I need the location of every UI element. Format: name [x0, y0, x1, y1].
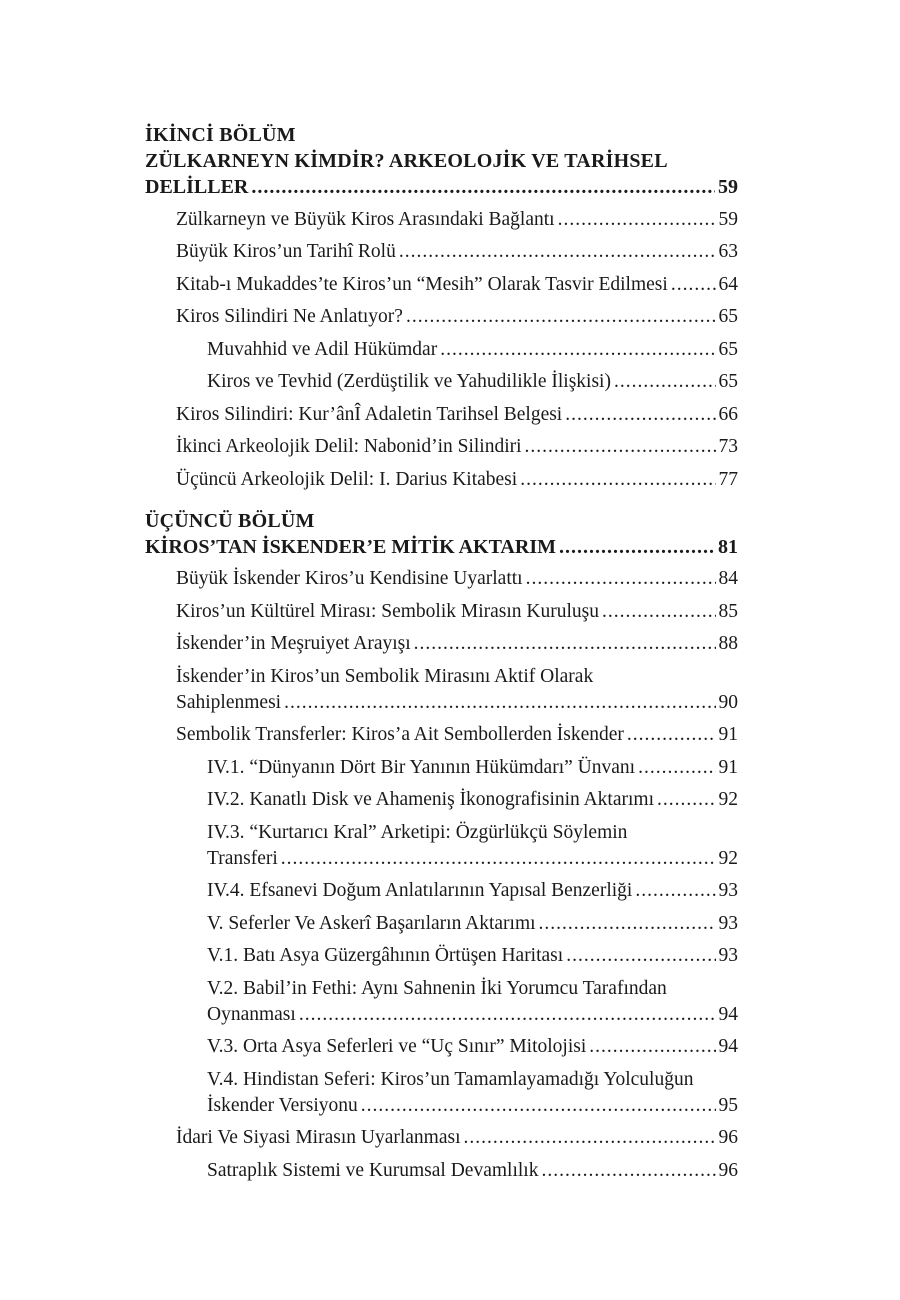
entry-title: Büyük İskender Kiros’u Kendisine Uyarlattı [176, 568, 523, 589]
leader-dots [589, 1034, 715, 1060]
toc-section [145, 122, 738, 493]
toc-subentry[interactable] [145, 1002, 738, 1028]
entry-title: Oynanması [207, 1003, 296, 1025]
toc-entry[interactable] [145, 402, 738, 428]
page-number: 94 [718, 1003, 738, 1025]
toc-entry[interactable] [145, 566, 738, 592]
page-number: 65 [718, 338, 738, 360]
leader-dots [541, 1158, 715, 1184]
toc-entry[interactable] [145, 304, 738, 330]
entry-title: Sahiplenmesi [176, 691, 282, 713]
toc-subentry[interactable] [145, 911, 738, 937]
leader-dots [406, 304, 716, 330]
leader-dots [657, 787, 716, 813]
entry-title: Zülkarneyn ve Büyük Kiros Arasındaki Bağlantı [176, 208, 555, 230]
leader-dots [565, 402, 715, 428]
page-number: 92 [718, 789, 738, 810]
page-number: 93 [718, 880, 738, 901]
page-number: 96 [718, 1159, 738, 1181]
entry-title: Kitab-ı Mukaddes’te Kiros’un “Mesih” Olarak Tasvir Edilmesi [176, 273, 668, 295]
leader-dots [440, 337, 715, 363]
entry-title: Transferi [207, 847, 278, 869]
page-number: 77 [718, 468, 738, 490]
toc-subentry[interactable] [145, 943, 738, 969]
toc-subentry[interactable] [145, 1034, 738, 1060]
toc-entry-first-line[interactable]: İskender’in Kiros’un Sembolik Mirasını Aktif Olarak [176, 665, 594, 687]
page-number: 95 [718, 1094, 738, 1116]
leader-dots [525, 434, 716, 460]
leader-dots [284, 690, 715, 716]
leader-dots [281, 846, 716, 872]
section-title-entry[interactable] [145, 174, 738, 200]
entry-title: Üçüncü Arkeolojik Delil: I. Darius Kitabesi [176, 468, 518, 490]
leader-dots [539, 911, 716, 937]
toc-section [145, 508, 738, 1184]
leader-dots [614, 369, 716, 395]
section-heading-line: ZÜLKARNEYN KİMDİR? ARKEOLOJİK VE TARİHSEL [145, 150, 668, 172]
entry-title: İskender’in Meşruiyet Arayışı [176, 633, 411, 654]
table-of-contents [145, 122, 738, 1184]
leader-dots [635, 878, 715, 904]
leader-dots [520, 467, 715, 493]
section-heading-line: İKİNCİ BÖLÜM [145, 124, 296, 146]
entry-title: İkinci Arkeolojik Delil: Nabonid’in Silindiri [176, 436, 522, 457]
toc-subentry[interactable] [145, 1093, 738, 1119]
leader-dots [627, 722, 716, 748]
entry-title: Kiros’un Kültürel Mirası: Sembolik Mirasın Kuruluşu [176, 600, 600, 622]
page-number: 96 [718, 1127, 738, 1148]
leader-dots [526, 566, 716, 592]
entry-title: V.3. Orta Asya Seferleri ve “Uç Sınır” Mitolojisi [207, 1036, 587, 1057]
toc-entry[interactable] [145, 690, 738, 716]
toc-entry[interactable] [145, 631, 738, 657]
toc-entry[interactable] [145, 272, 738, 298]
entry-title: Muvahhid ve Adil Hükümdar [207, 338, 438, 360]
leader-dots [558, 207, 716, 233]
section-heading-line: ÜÇÜNCÜ BÖLÜM [145, 509, 315, 532]
page-number: 93 [718, 912, 738, 934]
toc-entry[interactable] [145, 1125, 738, 1151]
leader-dots [299, 1002, 716, 1028]
leader-dots [566, 943, 715, 969]
entry-title: Kiros Silindiri: Kur’ânÎ Adaletin Tarihsel Belgesi [176, 403, 563, 425]
page-number: 66 [718, 403, 738, 425]
entry-title: IV.4. Efsanevi Doğum Anlatılarının Yapısal Benzerliği [207, 880, 633, 901]
section-title-entry[interactable] [145, 534, 738, 560]
page-number: 88 [718, 633, 738, 654]
toc-entry-first-line[interactable]: V.2. Babil’in Fethi: Aynı Sahnenin İki Yorumcu Tarafından [207, 977, 667, 999]
page-number: 64 [718, 273, 738, 295]
section-heading [145, 508, 738, 534]
toc-entry[interactable] [145, 599, 738, 625]
page-number: 92 [718, 847, 738, 869]
entry-title: Büyük Kiros’un Tarihî Rolü [176, 241, 396, 262]
entry-title: V. Seferler Ve Askerî Başarıların Aktarımı [207, 912, 536, 934]
leader-dots [602, 599, 715, 625]
entry-title: İdari Ve Siyasi Mirasın Uyarlanması [176, 1127, 461, 1148]
page-number: 59 [718, 176, 738, 198]
section-gap [145, 493, 738, 508]
leader-dots [251, 174, 715, 200]
page-number: 85 [718, 600, 738, 622]
page-number: 65 [718, 306, 738, 327]
toc-subentry[interactable] [145, 369, 738, 395]
page-number: 90 [718, 691, 738, 713]
page-number: 94 [718, 1036, 738, 1057]
section-title-text: KİROS’TAN İSKENDER’E MİTİK AKTARIM [145, 535, 556, 558]
section-title-text: DELİLLER [145, 176, 249, 198]
leader-dots [414, 631, 716, 657]
leader-dots [638, 755, 715, 781]
toc-subentry[interactable] [145, 337, 738, 363]
page-number: 93 [718, 945, 738, 966]
entry-title: Satraplık Sistemi ve Kurumsal Devamlılık [207, 1159, 539, 1181]
entry-title: IV.2. Kanatlı Disk ve Ahameniş İkonografisinin Aktarımı [207, 789, 654, 810]
page-number: 73 [718, 436, 738, 457]
entry-title: Sembolik Transferler: Kiros’a Ait Sembollerden İskender [176, 724, 624, 745]
toc-entry-first-line[interactable]: IV.3. “Kurtarıcı Kral” Arketipi: Özgürlükçü Söylemin [207, 821, 628, 843]
leader-dots [671, 272, 716, 298]
page-number: 81 [718, 535, 738, 558]
page-number: 84 [718, 568, 738, 589]
entry-title: V.1. Batı Asya Güzergâhının Örtüşen Haritası [207, 945, 564, 966]
toc-subentry[interactable] [145, 846, 738, 872]
entry-title: İskender Versiyonu [207, 1094, 358, 1116]
page-number: 91 [718, 724, 738, 745]
leader-dots [399, 239, 716, 265]
toc-subentry[interactable] [145, 878, 738, 904]
entry-title: Kiros ve Tevhid (Zerdüştilik ve Yahudilikle İlişkisi) [207, 371, 611, 392]
toc-subentry[interactable] [145, 1158, 738, 1184]
toc-subentry[interactable] [145, 787, 738, 813]
entry-title: Kiros Silindiri Ne Anlatıyor? [176, 306, 403, 327]
page-number: 91 [718, 756, 738, 778]
page-number: 63 [718, 241, 738, 262]
toc-subentry[interactable] [145, 755, 738, 781]
entry-title: IV.1. “Dünyanın Dört Bir Yanının Hükümdarı” Ünvanı [207, 756, 636, 778]
leader-dots [559, 534, 715, 560]
toc-entry[interactable] [145, 434, 738, 460]
toc-entry-first-line[interactable]: V.4. Hindistan Seferi: Kiros’un Tamamlayamadığı Yolculuğun [207, 1068, 694, 1090]
toc-entry[interactable] [145, 239, 738, 265]
toc-entry[interactable] [145, 207, 738, 233]
page-number: 65 [718, 371, 738, 392]
toc-entry[interactable] [145, 467, 738, 493]
page-number: 59 [718, 208, 738, 230]
toc-entry[interactable] [145, 722, 738, 748]
leader-dots [464, 1125, 716, 1151]
leader-dots [361, 1093, 716, 1119]
section-heading [145, 122, 738, 174]
